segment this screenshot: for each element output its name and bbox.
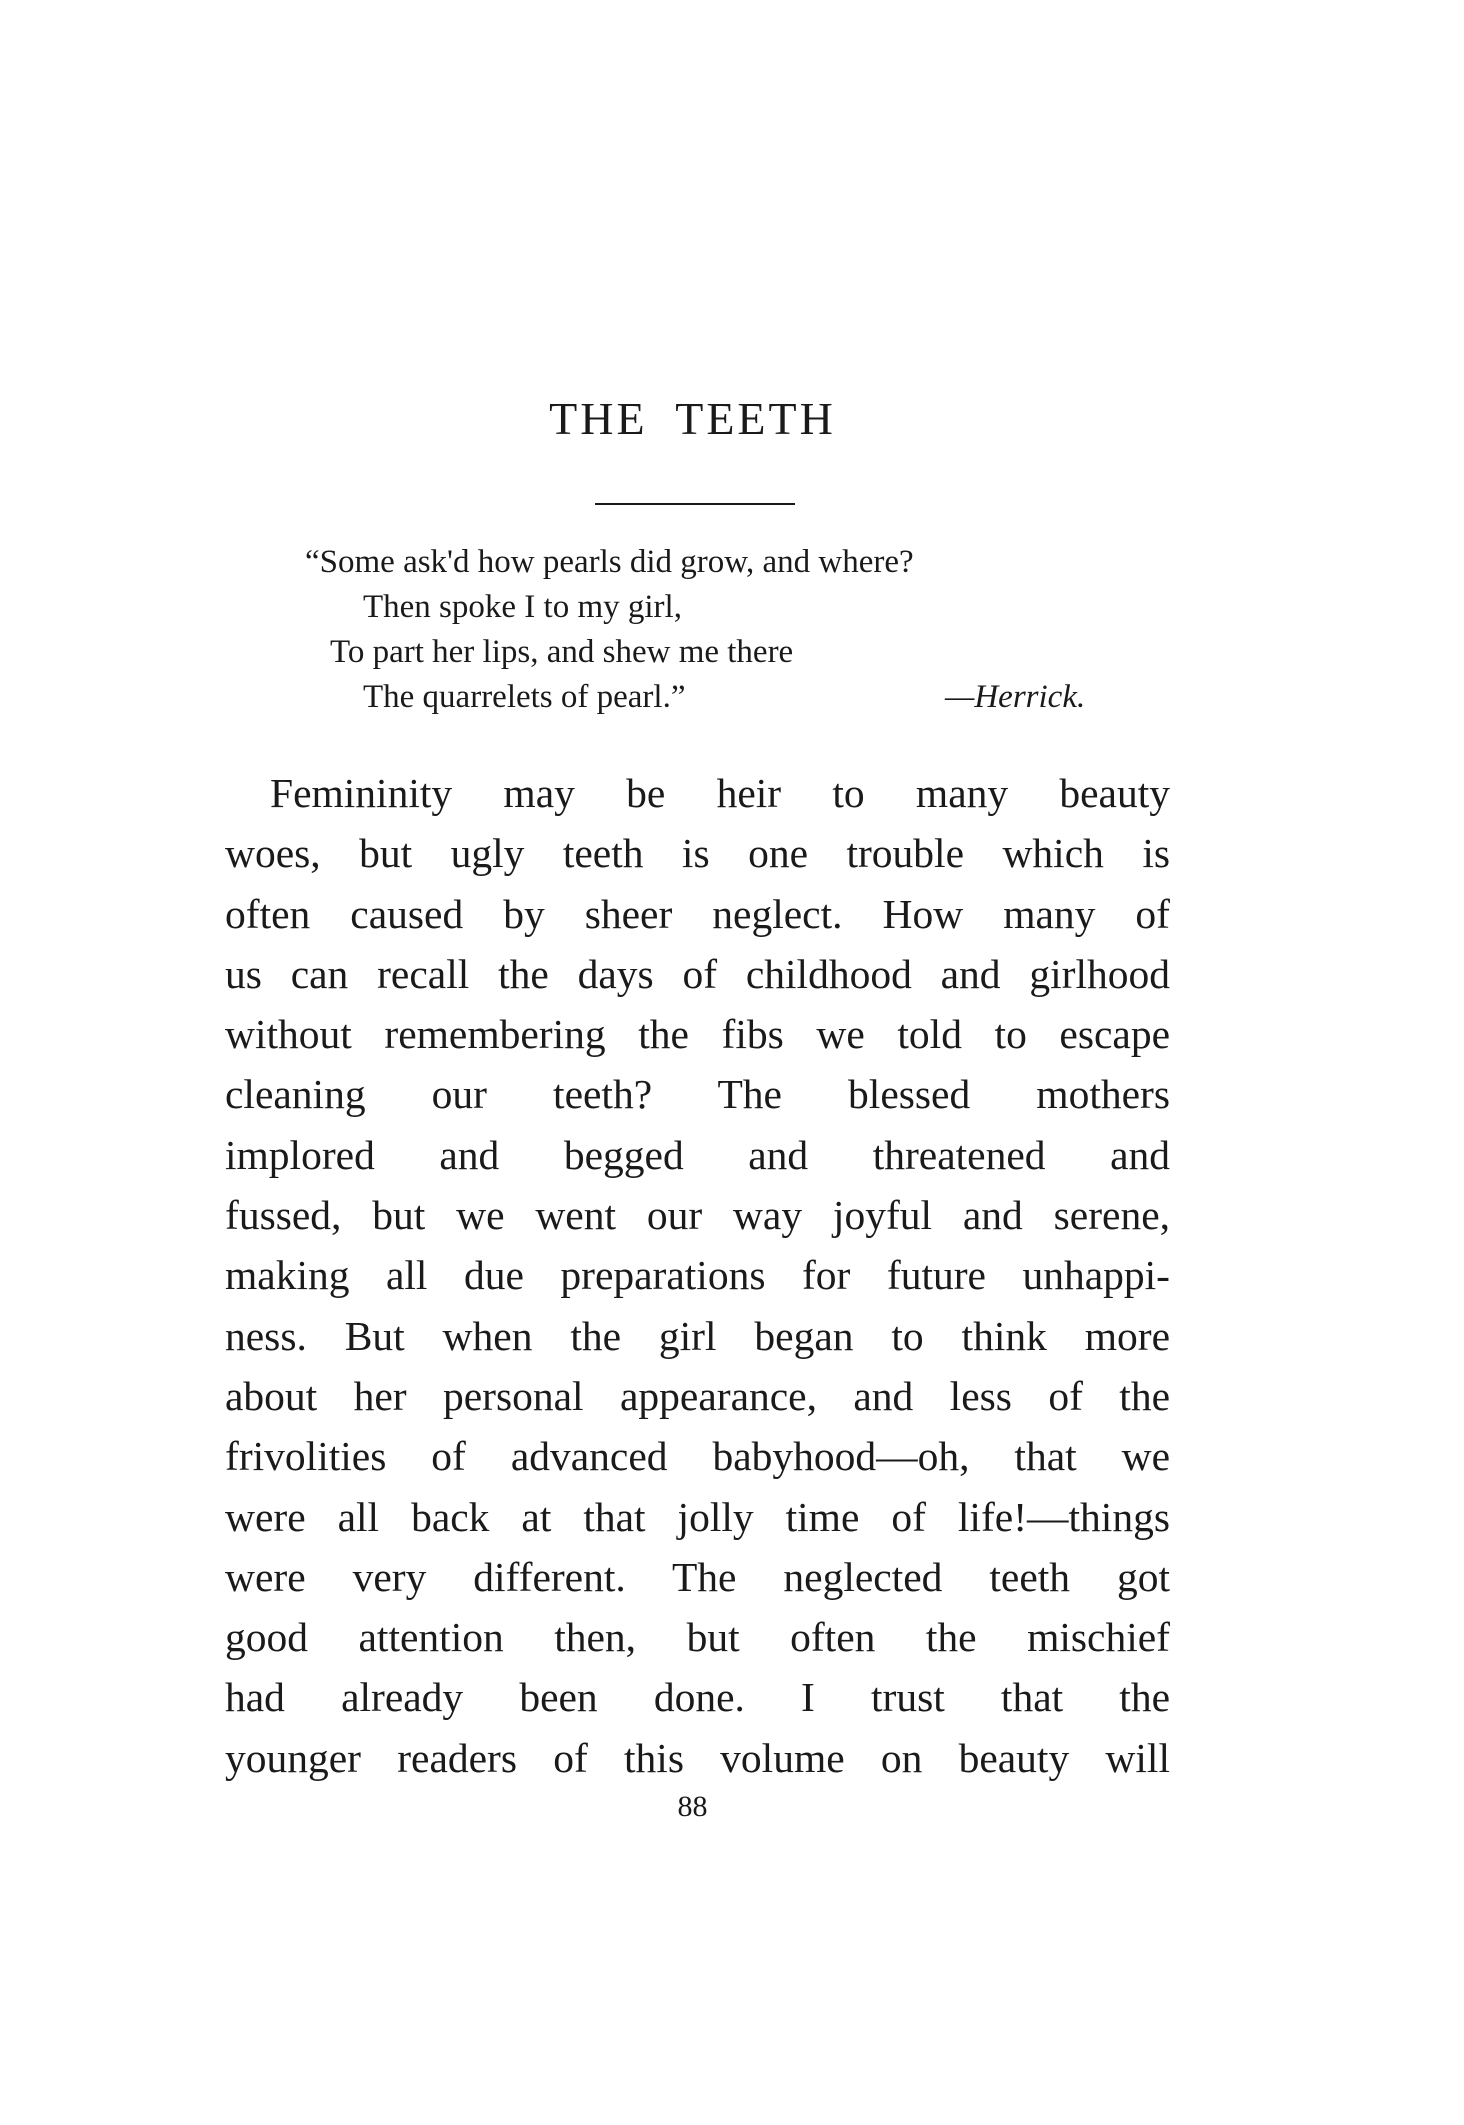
epigraph-line: To part her lips, and shew me there [330, 634, 794, 670]
body-line: cleaning our teeth? The blessed mothers [225, 1071, 1170, 1118]
page-number: 88 [677, 1790, 708, 1823]
body-line: Femininity may be heir to many beauty [270, 770, 1170, 816]
epigraph-line-last [305, 675, 1135, 720]
body-line: woes, but ugly teeth is one trouble which is [225, 830, 1170, 877]
epigraph-line: The quarrelets of pearl.” [363, 679, 686, 715]
body-line: ness. But when the girl began to think more [225, 1312, 1170, 1359]
body-line: making all due preparations for future unhappi- [225, 1252, 1170, 1299]
body-line: implored and begged and threatened and [225, 1131, 1170, 1178]
epigraph-attribution: —Herrick. [945, 679, 1086, 715]
epigraph-line: Then spoke I to my girl, [363, 589, 682, 625]
body-line: fussed, but we went our way joyful and serene, [225, 1192, 1170, 1239]
chapter-title: THE TEETH [549, 393, 836, 444]
body-line: were very different. The neglected teeth got [225, 1553, 1170, 1600]
body-line: younger readers of this volume on beauty will [225, 1734, 1170, 1781]
epigraph [305, 540, 1135, 720]
title-rule-divider [595, 503, 795, 505]
body-paragraph [225, 763, 1170, 1788]
body-line: were all back at that jolly time of life!—things [225, 1493, 1170, 1540]
body-line: without remembering the fibs we told to escape [225, 1011, 1170, 1058]
body-line: often caused by sheer neglect. How many of [225, 890, 1170, 937]
epigraph-line: “Some ask'd how pearls did grow, and where? [305, 544, 914, 580]
body-line: frivolities of advanced babyhood—oh, that we [225, 1433, 1170, 1480]
body-line: good attention then, but often the mischief [225, 1614, 1170, 1661]
body-line: us can recall the days of childhood and girlhood [225, 950, 1170, 997]
body-line: about her personal appearance, and less of the [225, 1372, 1170, 1419]
body-line: had already been done. I trust that the [225, 1674, 1170, 1721]
